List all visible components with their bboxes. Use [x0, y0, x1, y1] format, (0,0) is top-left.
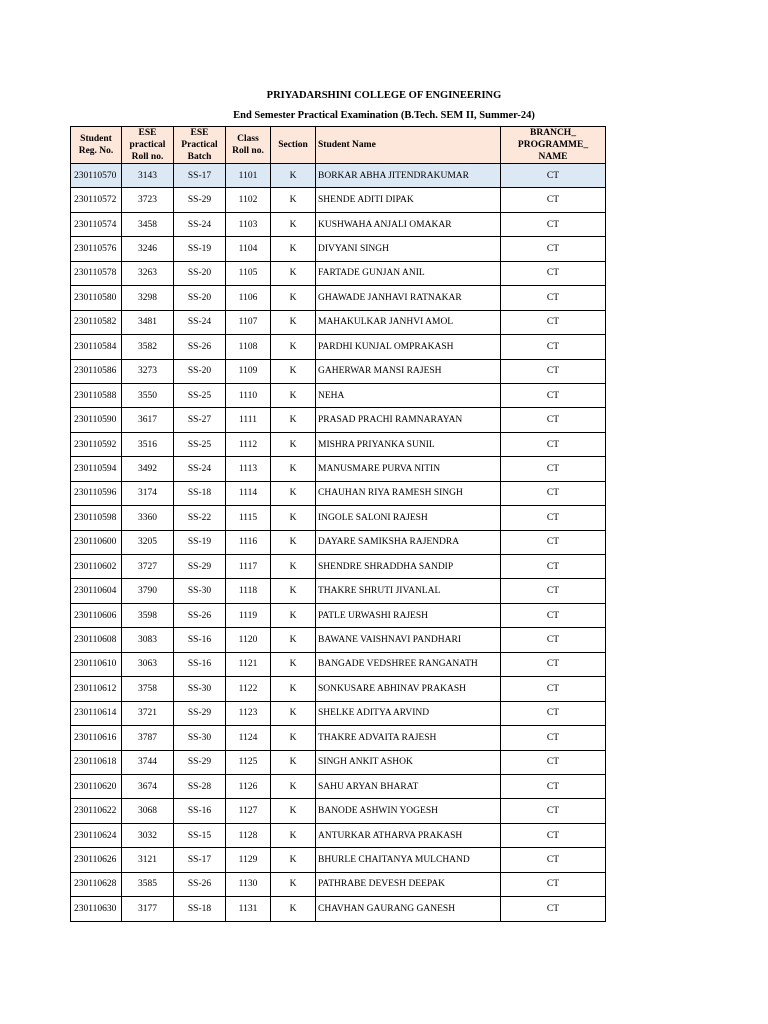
student-name-cell[interactable]: SINGH ANKIT ASHOK: [316, 750, 501, 774]
batch-cell[interactable]: SS-16: [174, 652, 226, 676]
table-row[interactable]: [71, 432, 606, 456]
batch-cell[interactable]: SS-29: [174, 188, 226, 212]
table-row[interactable]: [71, 628, 606, 652]
ese-roll-no-cell[interactable]: 3550: [122, 383, 174, 407]
exam-title: End Semester Practical Examination (B.Tech. SEM II, Summer-24): [233, 110, 535, 121]
section-cell[interactable]: K: [271, 530, 316, 554]
table-row[interactable]: [71, 310, 606, 334]
section-cell[interactable]: K: [271, 237, 316, 261]
branch-cell[interactable]: CT: [501, 823, 606, 847]
branch-cell[interactable]: CT: [501, 848, 606, 872]
class-roll-no-cell[interactable]: 1104: [226, 237, 271, 261]
student-name-cell[interactable]: BORKAR ABHA JITENDRAKUMAR: [316, 164, 501, 188]
student-name-cell[interactable]: PATHRABE DEVESH DEEPAK: [316, 872, 501, 896]
class-roll-no-cell[interactable]: 1101: [226, 164, 271, 188]
class-roll-no-cell[interactable]: 1129: [226, 848, 271, 872]
table-row[interactable]: [71, 481, 606, 505]
class-roll-no-cell[interactable]: 1131: [226, 897, 271, 921]
table-row[interactable]: [71, 383, 606, 407]
class-roll-no-cell[interactable]: 1117: [226, 555, 271, 579]
batch-cell[interactable]: SS-15: [174, 823, 226, 847]
ese-roll-no-cell[interactable]: 3360: [122, 506, 174, 530]
table-row[interactable]: [71, 579, 606, 603]
reg-no-cell[interactable]: 230110582: [71, 310, 122, 334]
batch-cell[interactable]: SS-25: [174, 383, 226, 407]
batch-cell[interactable]: SS-24: [174, 212, 226, 236]
branch-cell[interactable]: CT: [501, 726, 606, 750]
branch-cell[interactable]: CT: [501, 310, 606, 334]
batch-cell[interactable]: SS-29: [174, 701, 226, 725]
table-row[interactable]: [71, 701, 606, 725]
section-cell[interactable]: K: [271, 212, 316, 236]
student-name-cell[interactable]: GAHERWAR MANSI RAJESH: [316, 359, 501, 383]
student-name-cell[interactable]: MANUSMARE PURVA NITIN: [316, 457, 501, 481]
ese-roll-no-cell[interactable]: 3723: [122, 188, 174, 212]
ese-roll-no-cell[interactable]: 3205: [122, 530, 174, 554]
reg-no-cell[interactable]: 230110630: [71, 897, 122, 921]
section-cell[interactable]: K: [271, 457, 316, 481]
batch-cell[interactable]: SS-20: [174, 359, 226, 383]
reg-no-cell[interactable]: 230110584: [71, 335, 122, 359]
ese-roll-no-cell[interactable]: 3744: [122, 750, 174, 774]
section-cell[interactable]: K: [271, 164, 316, 188]
column-header-section[interactable]: Section: [271, 127, 316, 164]
branch-cell[interactable]: CT: [501, 750, 606, 774]
section-cell[interactable]: K: [271, 432, 316, 456]
section-cell[interactable]: K: [271, 750, 316, 774]
table-header-row: [71, 127, 606, 164]
reg-no-cell[interactable]: 230110628: [71, 872, 122, 896]
reg-no-cell[interactable]: 230110624: [71, 823, 122, 847]
batch-cell[interactable]: SS-24: [174, 457, 226, 481]
table-row[interactable]: [71, 652, 606, 676]
ese-roll-no-cell[interactable]: 3174: [122, 481, 174, 505]
reg-no-cell[interactable]: 230110606: [71, 603, 122, 627]
reg-no-cell[interactable]: 230110578: [71, 261, 122, 285]
table-row[interactable]: [71, 506, 606, 530]
class-roll-no-cell[interactable]: 1114: [226, 481, 271, 505]
student-name-cell[interactable]: SHENDRE SHRADDHA SANDIP: [316, 555, 501, 579]
student-name-cell[interactable]: PATLE URWASHI RAJESH: [316, 603, 501, 627]
student-name-cell[interactable]: DAYARE SAMIKSHA RAJENDRA: [316, 530, 501, 554]
student-name-cell[interactable]: KUSHWAHA ANJALI OMAKAR: [316, 212, 501, 236]
branch-cell[interactable]: CT: [501, 359, 606, 383]
table-row[interactable]: [71, 897, 606, 921]
branch-cell[interactable]: CT: [501, 335, 606, 359]
college-title: PRIYADARSHINI COLLEGE OF ENGINEERING: [266, 90, 502, 101]
section-cell[interactable]: K: [271, 628, 316, 652]
class-roll-no-cell[interactable]: 1105: [226, 261, 271, 285]
ese-roll-no-cell[interactable]: 3263: [122, 261, 174, 285]
table-row[interactable]: [71, 188, 606, 212]
branch-cell[interactable]: CT: [501, 628, 606, 652]
section-cell[interactable]: K: [271, 848, 316, 872]
section-cell[interactable]: K: [271, 579, 316, 603]
table-row[interactable]: [71, 164, 606, 188]
reg-no-cell[interactable]: 230110616: [71, 726, 122, 750]
class-roll-no-cell[interactable]: 1102: [226, 188, 271, 212]
ese-roll-no-cell[interactable]: 3481: [122, 310, 174, 334]
branch-cell[interactable]: CT: [501, 481, 606, 505]
branch-cell[interactable]: CT: [501, 408, 606, 432]
class-roll-no-cell[interactable]: 1115: [226, 506, 271, 530]
reg-no-cell[interactable]: 230110592: [71, 432, 122, 456]
reg-no-cell[interactable]: 230110626: [71, 848, 122, 872]
batch-cell[interactable]: SS-29: [174, 555, 226, 579]
ese-roll-no-cell[interactable]: 3758: [122, 677, 174, 701]
student-name-cell[interactable]: THAKRE ADVAITA RAJESH: [316, 726, 501, 750]
ese-roll-no-cell[interactable]: 3083: [122, 628, 174, 652]
reg-no-cell[interactable]: 230110594: [71, 457, 122, 481]
table-row[interactable]: [71, 848, 606, 872]
branch-cell[interactable]: CT: [501, 603, 606, 627]
section-cell[interactable]: K: [271, 188, 316, 212]
section-cell[interactable]: K: [271, 823, 316, 847]
student-name-cell[interactable]: MISHRA PRIYANKA SUNIL: [316, 432, 501, 456]
student-name-cell[interactable]: BAWANE VAISHNAVI PANDHARI: [316, 628, 501, 652]
section-cell[interactable]: K: [271, 506, 316, 530]
ese-roll-no-cell[interactable]: 3143: [122, 164, 174, 188]
section-cell[interactable]: K: [271, 286, 316, 310]
reg-no-cell[interactable]: 230110570: [71, 164, 122, 188]
batch-cell[interactable]: SS-25: [174, 432, 226, 456]
class-roll-no-cell[interactable]: 1118: [226, 579, 271, 603]
section-cell[interactable]: K: [271, 408, 316, 432]
ese-roll-no-cell[interactable]: 3177: [122, 897, 174, 921]
class-roll-no-cell[interactable]: 1107: [226, 310, 271, 334]
branch-cell[interactable]: CT: [501, 677, 606, 701]
table-row[interactable]: [71, 872, 606, 896]
student-name-cell[interactable]: CHAUHAN RIYA RAMESH SINGH: [316, 481, 501, 505]
reg-no-cell[interactable]: 230110590: [71, 408, 122, 432]
column-header-ese-roll-no[interactable]: ESE practical Roll no.: [122, 127, 174, 164]
class-roll-no-cell[interactable]: 1111: [226, 408, 271, 432]
ese-roll-no-cell[interactable]: 3492: [122, 457, 174, 481]
ese-roll-no-cell[interactable]: 3598: [122, 603, 174, 627]
student-name-cell[interactable]: MAHAKULKAR JANHVI AMOL: [316, 310, 501, 334]
section-cell[interactable]: K: [271, 652, 316, 676]
class-roll-no-cell[interactable]: 1122: [226, 677, 271, 701]
table-row[interactable]: [71, 408, 606, 432]
branch-cell[interactable]: CT: [501, 383, 606, 407]
student-name-cell[interactable]: BANODE ASHWIN YOGESH: [316, 799, 501, 823]
class-roll-no-cell[interactable]: 1124: [226, 726, 271, 750]
column-header-reg-no[interactable]: Student Reg. No.: [71, 127, 122, 164]
reg-no-cell[interactable]: 230110604: [71, 579, 122, 603]
class-roll-no-cell[interactable]: 1110: [226, 383, 271, 407]
section-cell[interactable]: K: [271, 677, 316, 701]
table-row[interactable]: [71, 677, 606, 701]
ese-roll-no-cell[interactable]: 3063: [122, 652, 174, 676]
section-cell[interactable]: K: [271, 481, 316, 505]
table-row[interactable]: [71, 774, 606, 798]
student-name-cell[interactable]: NEHA: [316, 383, 501, 407]
class-roll-no-cell[interactable]: 1113: [226, 457, 271, 481]
reg-no-cell[interactable]: 230110598: [71, 506, 122, 530]
student-name-cell[interactable]: SHENDE ADITI DIPAK: [316, 188, 501, 212]
student-name-cell[interactable]: BANGADE VEDSHREE RANGANATH: [316, 652, 501, 676]
batch-cell[interactable]: SS-24: [174, 310, 226, 334]
branch-cell[interactable]: CT: [501, 164, 606, 188]
class-roll-no-cell[interactable]: 1109: [226, 359, 271, 383]
class-roll-no-cell[interactable]: 1126: [226, 774, 271, 798]
ese-roll-no-cell[interactable]: 3068: [122, 799, 174, 823]
table-row[interactable]: [71, 726, 606, 750]
class-roll-no-cell[interactable]: 1128: [226, 823, 271, 847]
batch-cell[interactable]: SS-26: [174, 335, 226, 359]
student-name-cell[interactable]: GHAWADE JANHAVI RATNAKAR: [316, 286, 501, 310]
reg-no-cell[interactable]: 230110602: [71, 555, 122, 579]
table-row[interactable]: [71, 603, 606, 627]
table-row[interactable]: [71, 457, 606, 481]
student-name-cell[interactable]: PRASAD PRACHI RAMNARAYAN: [316, 408, 501, 432]
section-cell[interactable]: K: [271, 310, 316, 334]
branch-cell[interactable]: CT: [501, 457, 606, 481]
branch-cell[interactable]: CT: [501, 432, 606, 456]
reg-no-cell[interactable]: 230110600: [71, 530, 122, 554]
batch-cell[interactable]: SS-26: [174, 603, 226, 627]
ese-roll-no-cell[interactable]: 3787: [122, 726, 174, 750]
table-row[interactable]: [71, 823, 606, 847]
class-roll-no-cell[interactable]: 1121: [226, 652, 271, 676]
table-row[interactable]: [71, 335, 606, 359]
student-name-cell[interactable]: SAHU ARYAN BHARAT: [316, 774, 501, 798]
section-cell[interactable]: K: [271, 799, 316, 823]
table-row[interactable]: [71, 799, 606, 823]
ese-roll-no-cell[interactable]: 3298: [122, 286, 174, 310]
student-name-cell[interactable]: BHURLE CHAITANYA MULCHAND: [316, 848, 501, 872]
class-roll-no-cell[interactable]: 1120: [226, 628, 271, 652]
student-name-cell[interactable]: DIVYANI SINGH: [316, 237, 501, 261]
batch-cell[interactable]: SS-18: [174, 481, 226, 505]
student-name-cell[interactable]: ANTURKAR ATHARVA PRAKASH: [316, 823, 501, 847]
ese-roll-no-cell[interactable]: 3617: [122, 408, 174, 432]
class-roll-no-cell[interactable]: 1116: [226, 530, 271, 554]
reg-no-cell[interactable]: 230110618: [71, 750, 122, 774]
batch-cell[interactable]: SS-29: [174, 750, 226, 774]
branch-cell[interactable]: CT: [501, 506, 606, 530]
class-roll-no-cell[interactable]: 1103: [226, 212, 271, 236]
branch-cell[interactable]: CT: [501, 872, 606, 896]
batch-cell[interactable]: SS-26: [174, 872, 226, 896]
reg-no-cell[interactable]: 230110586: [71, 359, 122, 383]
branch-cell[interactable]: CT: [501, 799, 606, 823]
table-row[interactable]: [71, 530, 606, 554]
table-row[interactable]: [71, 750, 606, 774]
class-roll-no-cell[interactable]: 1106: [226, 286, 271, 310]
batch-cell[interactable]: SS-17: [174, 164, 226, 188]
section-cell[interactable]: K: [271, 335, 316, 359]
ese-roll-no-cell[interactable]: 3790: [122, 579, 174, 603]
ese-roll-no-cell[interactable]: 3246: [122, 237, 174, 261]
batch-cell[interactable]: SS-30: [174, 726, 226, 750]
column-header-ese-batch[interactable]: ESE Practical Batch: [174, 127, 226, 164]
class-roll-no-cell[interactable]: 1130: [226, 872, 271, 896]
class-roll-no-cell[interactable]: 1108: [226, 335, 271, 359]
section-cell[interactable]: K: [271, 774, 316, 798]
table-row[interactable]: [71, 212, 606, 236]
branch-cell[interactable]: CT: [501, 261, 606, 285]
section-cell[interactable]: K: [271, 383, 316, 407]
batch-cell[interactable]: SS-22: [174, 506, 226, 530]
class-roll-no-cell[interactable]: 1112: [226, 432, 271, 456]
branch-cell[interactable]: CT: [501, 530, 606, 554]
batch-cell[interactable]: SS-19: [174, 237, 226, 261]
branch-cell[interactable]: CT: [501, 774, 606, 798]
reg-no-cell[interactable]: 230110622: [71, 799, 122, 823]
reg-no-cell[interactable]: 230110612: [71, 677, 122, 701]
batch-cell[interactable]: SS-30: [174, 677, 226, 701]
branch-cell[interactable]: CT: [501, 652, 606, 676]
student-name-cell[interactable]: PARDHI KUNJAL OMPRAKASH: [316, 335, 501, 359]
section-cell[interactable]: K: [271, 261, 316, 285]
student-name-cell[interactable]: INGOLE SALONI RAJESH: [316, 506, 501, 530]
section-cell[interactable]: K: [271, 555, 316, 579]
branch-cell[interactable]: CT: [501, 237, 606, 261]
student-name-cell[interactable]: THAKRE SHRUTI JIVANLAL: [316, 579, 501, 603]
ese-roll-no-cell[interactable]: 3516: [122, 432, 174, 456]
ese-roll-no-cell[interactable]: 3721: [122, 701, 174, 725]
branch-cell[interactable]: CT: [501, 897, 606, 921]
class-roll-no-cell[interactable]: 1125: [226, 750, 271, 774]
table-row[interactable]: [71, 261, 606, 285]
batch-cell[interactable]: SS-20: [174, 261, 226, 285]
student-name-cell[interactable]: CHAVHAN GAURANG GANESH: [316, 897, 501, 921]
ese-roll-no-cell[interactable]: 3273: [122, 359, 174, 383]
ese-roll-no-cell[interactable]: 3727: [122, 555, 174, 579]
reg-no-cell[interactable]: 230110614: [71, 701, 122, 725]
section-cell[interactable]: K: [271, 872, 316, 896]
batch-cell[interactable]: SS-16: [174, 799, 226, 823]
ese-roll-no-cell[interactable]: 3458: [122, 212, 174, 236]
table-row[interactable]: [71, 555, 606, 579]
batch-cell[interactable]: SS-28: [174, 774, 226, 798]
batch-cell[interactable]: SS-19: [174, 530, 226, 554]
student-name-cell[interactable]: SONKUSARE ABHINAV PRAKASH: [316, 677, 501, 701]
section-cell[interactable]: K: [271, 603, 316, 627]
class-roll-no-cell[interactable]: 1123: [226, 701, 271, 725]
branch-cell[interactable]: CT: [501, 286, 606, 310]
ese-roll-no-cell[interactable]: 3582: [122, 335, 174, 359]
reg-no-cell[interactable]: 230110610: [71, 652, 122, 676]
ese-roll-no-cell[interactable]: 3032: [122, 823, 174, 847]
reg-no-cell[interactable]: 230110572: [71, 188, 122, 212]
reg-no-cell[interactable]: 230110580: [71, 286, 122, 310]
branch-cell[interactable]: CT: [501, 212, 606, 236]
branch-cell[interactable]: CT: [501, 188, 606, 212]
reg-no-cell[interactable]: 230110608: [71, 628, 122, 652]
ese-roll-no-cell[interactable]: 3585: [122, 872, 174, 896]
ese-roll-no-cell[interactable]: 3121: [122, 848, 174, 872]
branch-cell[interactable]: CT: [501, 555, 606, 579]
reg-no-cell[interactable]: 230110620: [71, 774, 122, 798]
table-row[interactable]: [71, 237, 606, 261]
reg-no-cell[interactable]: 230110596: [71, 481, 122, 505]
batch-cell[interactable]: SS-20: [174, 286, 226, 310]
column-header-student-name[interactable]: Student Name: [316, 127, 501, 164]
class-roll-no-cell[interactable]: 1119: [226, 603, 271, 627]
student-name-cell[interactable]: FARTADE GUNJAN ANIL: [316, 261, 501, 285]
student-name-cell[interactable]: SHELKE ADITYA ARVIND: [316, 701, 501, 725]
student-table: [70, 126, 606, 922]
batch-cell[interactable]: SS-17: [174, 848, 226, 872]
column-header-branch[interactable]: BRANCH_ PROGRAMME_ NAME: [501, 127, 606, 164]
branch-cell[interactable]: CT: [501, 701, 606, 725]
section-cell[interactable]: K: [271, 359, 316, 383]
reg-no-cell[interactable]: 230110574: [71, 212, 122, 236]
column-header-class-roll-no[interactable]: Class Roll no.: [226, 127, 271, 164]
ese-roll-no-cell[interactable]: 3674: [122, 774, 174, 798]
reg-no-cell[interactable]: 230110588: [71, 383, 122, 407]
reg-no-cell[interactable]: 230110576: [71, 237, 122, 261]
batch-cell[interactable]: SS-18: [174, 897, 226, 921]
batch-cell[interactable]: SS-16: [174, 628, 226, 652]
table-row[interactable]: [71, 359, 606, 383]
section-cell[interactable]: K: [271, 726, 316, 750]
batch-cell[interactable]: SS-27: [174, 408, 226, 432]
section-cell[interactable]: K: [271, 701, 316, 725]
class-roll-no-cell[interactable]: 1127: [226, 799, 271, 823]
table-row[interactable]: [71, 286, 606, 310]
batch-cell[interactable]: SS-30: [174, 579, 226, 603]
branch-cell[interactable]: CT: [501, 579, 606, 603]
section-cell[interactable]: K: [271, 897, 316, 921]
